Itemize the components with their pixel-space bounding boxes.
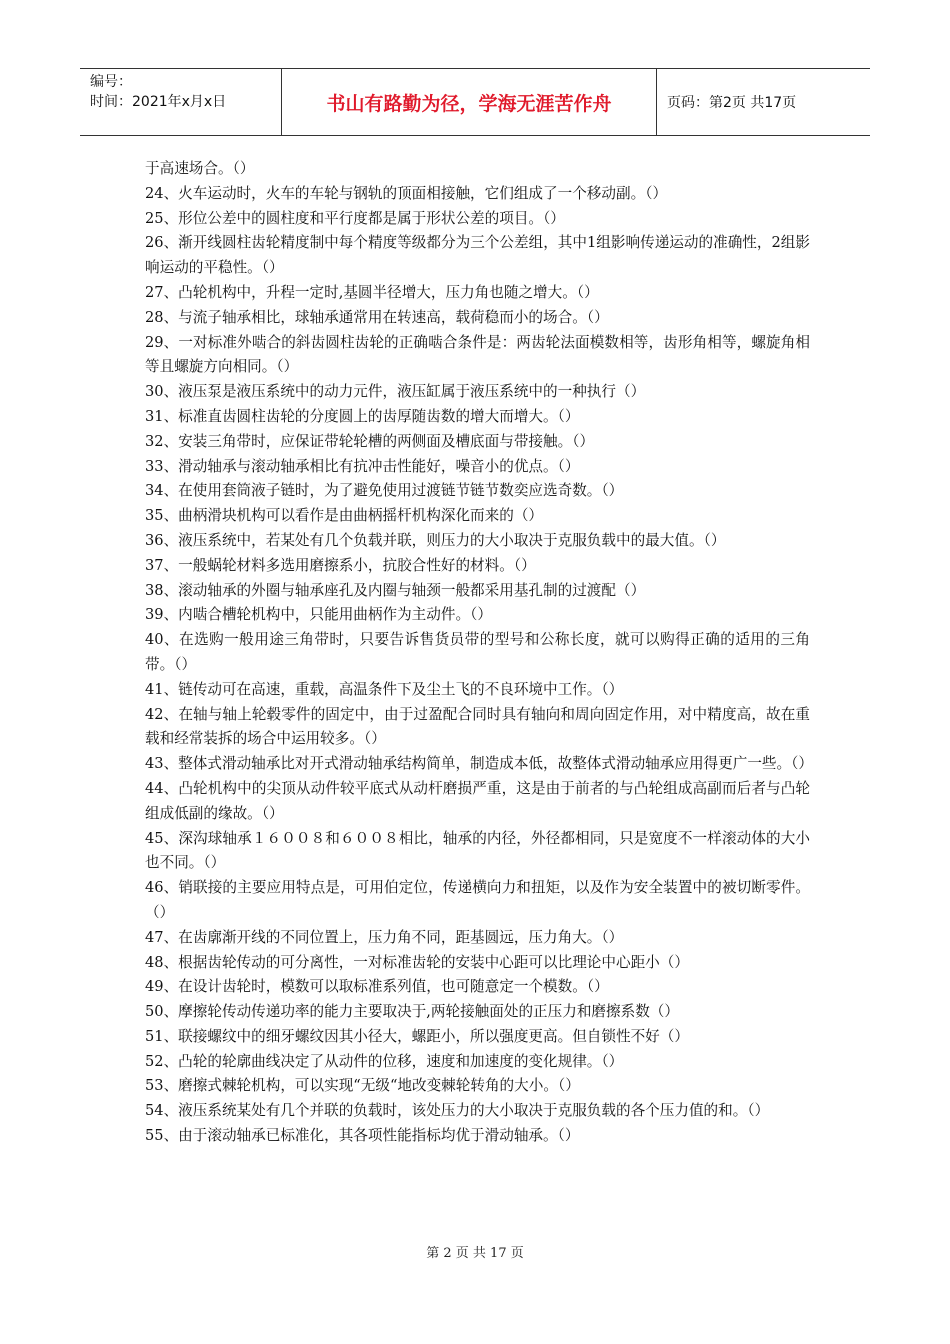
list-item: 29、一对标准外啮合的斜齿圆柱齿轮的正确啮合条件是：两齿轮法面模数相等，齿形角相等，螺旋角相等且螺旋方向相同。（） bbox=[145, 333, 810, 376]
header-info-cell bbox=[80, 69, 282, 135]
list-item: 30、液压泵是液压系统中的动力元件，液压缸属于液压系统中的一种执行（） bbox=[145, 383, 646, 401]
list-item: 35、曲柄滑块机构可以看作是由曲柄摇杆机构深化而来的（） bbox=[145, 507, 544, 525]
question-list bbox=[145, 157, 813, 1149]
list-item: 50、摩擦轮传动传递功率的能力主要取决于,两轮接触面处的正压力和磨擦系数（） bbox=[145, 1003, 679, 1021]
list-item: 48、根据齿轮传动的可分离性，一对标准齿轮的安装中心距可以比理论中心距小（） bbox=[145, 953, 689, 971]
list-item: 39、内啮合槽轮机构中，只能用曲柄作为主动件。（） bbox=[145, 606, 492, 624]
time-label: 时间：2021年x月x日 bbox=[90, 94, 227, 110]
list-item: 46、销联接的主要应用特点是，可用伯定位，传递横向力和扭矩，以及作为安全装置中的被切断零件。（） bbox=[145, 879, 810, 921]
list-item: 51、联接螺纹中的细牙螺纹因其小径大，螺距小，所以强度更高。但自锁性不好（） bbox=[145, 1027, 689, 1045]
list-item: 43、整体式滑动轴承比对开式滑动轴承结构简单，制造成本低，故整体式滑动轴承应用得更广一些。（） bbox=[145, 755, 813, 773]
list-item: 于高速场合。（） bbox=[145, 160, 255, 177]
list-item: 26、渐开线圆柱齿轮精度制中每个精度等级都分为三个公差组，其中1组影响传递运动的准确性，2组影响运动的平稳性。（） bbox=[145, 234, 810, 277]
list-item: 49、在设计齿轮时，模数可以取标准系列值，也可随意定一个模数。（） bbox=[145, 978, 609, 996]
list-item: 52、凸轮的轮廓曲线决定了从动件的位移，速度和加速度的变化规律。（） bbox=[145, 1052, 624, 1070]
number-label: 编号： bbox=[90, 74, 132, 90]
list-item: 28、与流子轴承相比，球轴承通常用在转速高，载荷稳而小的场合。（） bbox=[145, 308, 609, 326]
header-motto: 书山有路勤为径，学海无涯苦作舟 bbox=[282, 69, 657, 135]
list-item: 33、滑动轴承与滚动轴承相比有抗冲击性能好，噪音小的优点。（） bbox=[145, 457, 580, 475]
list-item: 25、形位公差中的圆柱度和平行度都是属于形状公差的项目。（） bbox=[145, 209, 565, 227]
list-item: 27、凸轮机构中，升程一定时,基圆半径增大，压力角也随之增大。（） bbox=[145, 283, 599, 301]
list-item: 38、滚动轴承的外圈与轴承座孔及内圈与轴颈一般都采用基孔制的过渡配（） bbox=[145, 581, 646, 599]
header-page-label: 页码：第2页 共17页 bbox=[667, 95, 797, 111]
list-item: 55、由于滚动轴承已标准化，其各项性能指标均优于滑动轴承。（） bbox=[145, 1127, 580, 1145]
list-item: 40、在选购一般用途三角带时，只要告诉售货员带的型号和公称长度，就可以购得正确的适用的三角带。（） bbox=[145, 631, 810, 673]
list-item: 37、一般蜗轮材料多选用磨擦系小，抗胶合性好的材料。（） bbox=[145, 556, 536, 574]
page-footer: 第 2 页 共 17 页 bbox=[426, 1246, 524, 1261]
list-item: 32、安装三角带时，应保证带轮轮槽的两侧面及槽底面与带接触。（） bbox=[145, 432, 595, 450]
list-item: 34、在使用套筒液子链时，为了避免使用过渡链节链节数奕应选奇数。（） bbox=[145, 482, 624, 500]
list-item: 42、在轴与轴上轮毂零件的固定中，由于过盈配合同时具有轴向和周向固定作用，对中精度高，故在重载和经常装拆的场合中运用较多。（） bbox=[145, 705, 810, 748]
list-item: 53、磨擦式棘轮机构，可以实现“无级“地改变棘轮转角的大小。（） bbox=[145, 1077, 580, 1095]
list-item: 41、链传动可在高速，重载，高温条件下及尘土飞的不良环境中工作。（） bbox=[145, 680, 624, 698]
header-table bbox=[80, 68, 870, 136]
list-item: 47、在齿廓渐开线的不同位置上，压力角不同，距基圆远，压力角大。（） bbox=[145, 928, 624, 946]
list-item: 24、火车运动时，火车的车轮与钢轨的顶面相接触，它们组成了一个移动副。（） bbox=[145, 184, 668, 202]
list-item: 44、凸轮机构中的尖顶从动件较平底式从动杆磨损严重，这是由于前者的与凸轮组成高副而后者与凸轮组成低副的缘故。（） bbox=[145, 779, 810, 822]
list-item: 31、标准直齿圆柱齿轮的分度圆上的齿厚随齿数的增大而增大。（） bbox=[145, 407, 580, 425]
list-item: 54、液压系统某处有几个并联的负载时，该处压力的大小取决于克服负载的各个压力值的和。（） bbox=[145, 1102, 770, 1120]
list-item: 45、深沟球轴承１６００８和６００８相比，轴承的内径，外径都相同，只是宽度不一样滚动体的大小也不同。（） bbox=[145, 829, 810, 872]
list-item: 36、液压系统中，若某处有几个负载并联，则压力的大小取决于克服负载中的最大值。（） bbox=[145, 531, 726, 549]
